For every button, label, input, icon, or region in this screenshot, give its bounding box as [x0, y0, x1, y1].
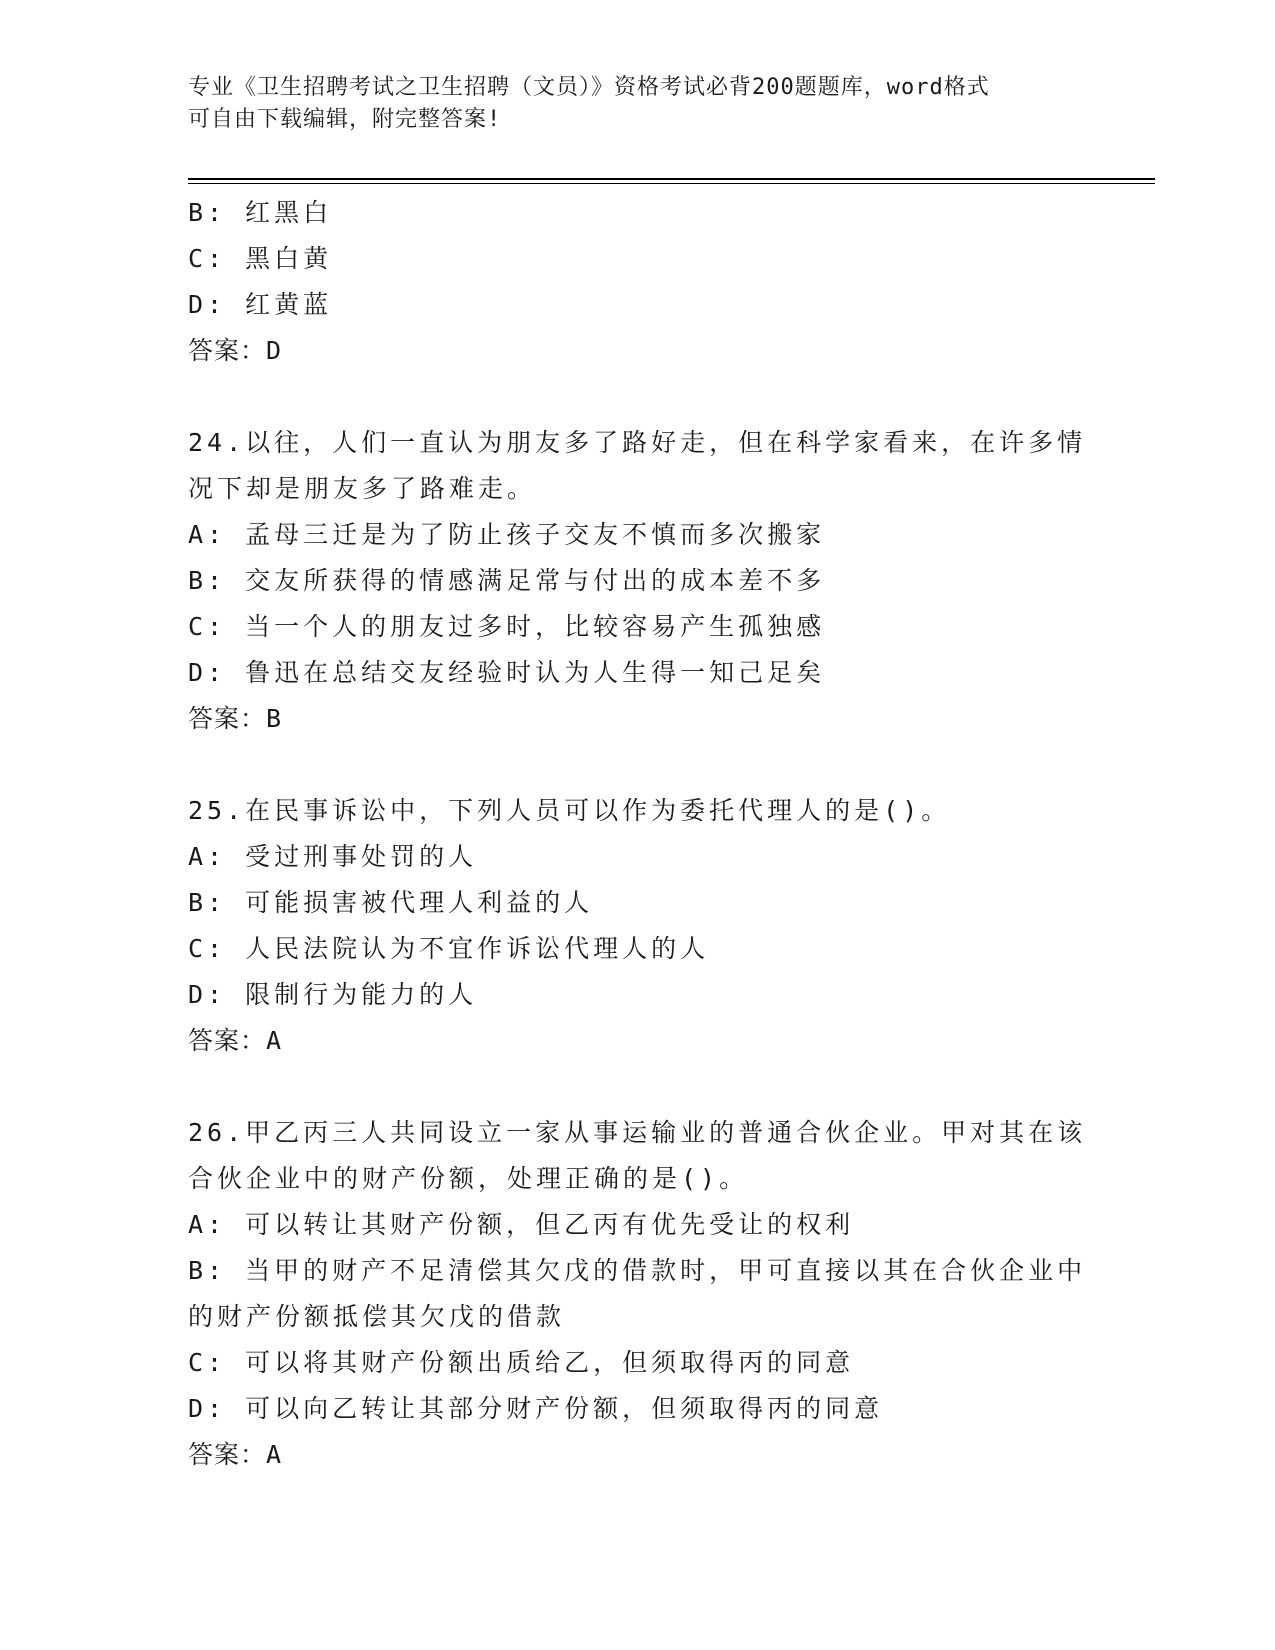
answer-value: A	[266, 1440, 283, 1469]
answer-value: B	[266, 704, 283, 733]
answer-label: 答案：	[188, 336, 267, 365]
answer-value: A	[266, 1026, 283, 1055]
header-line-2: 可自由下载编辑，附完整答案!	[188, 107, 502, 132]
answer-line	[188, 1432, 1088, 1478]
option-b: B: 可能损害被代理人利益的人	[188, 888, 594, 917]
question-stem-line: 24.以往，人们一直认为朋友多了路好走，但在科学家看来，在许多情	[188, 428, 1087, 457]
option-a: A: 孟母三迁是为了防止孩子交友不慎而多次搬家	[188, 520, 826, 549]
answer-line	[188, 328, 1088, 374]
question-23-fragment	[188, 190, 1088, 374]
option-d: D: 限制行为能力的人	[188, 980, 478, 1009]
question-stem-line: 25.在民事诉讼中，下列人员可以作为委托代理人的是()。	[188, 796, 951, 825]
option-d: D: 可以向乙转让其部分财产份额，但须取得丙的同意	[188, 1394, 884, 1423]
option-c: C: 人民法院认为不宜作诉讼代理人的人	[188, 934, 710, 963]
option-d: D: 鲁迅在总结交友经验时认为人生得一知己足矣	[188, 658, 826, 687]
header-rule-thick	[188, 178, 1155, 180]
header-rule-thin	[188, 183, 1155, 184]
question-stem-line: 合伙企业中的财产份额，处理正确的是()。	[188, 1164, 749, 1193]
option-a: A: 受过刑事处罚的人	[188, 842, 478, 871]
question-stem-line: 26.甲乙丙三人共同设立一家从事运输业的普通合伙企业。甲对其在该	[188, 1118, 1087, 1147]
answer-label: 答案：	[188, 1026, 267, 1055]
header-line-1: 专业《卫生招聘考试之卫生招聘（文员）》资格考试必背200题题库，word格式	[188, 75, 990, 100]
question-24	[188, 420, 1088, 742]
question-gap	[188, 1064, 1088, 1110]
answer-label: 答案：	[188, 704, 267, 733]
document-header	[188, 72, 1088, 136]
option-c: C: 黑白黄	[188, 244, 333, 273]
option-c: C: 可以将其财产份额出质给乙，但须取得丙的同意	[188, 1348, 855, 1377]
option-b: B: 交友所获得的情感满足常与付出的成本差不多	[188, 566, 826, 595]
option-b: B: 当甲的财产不足清偿其欠戊的借款时，甲可直接以其在合伙企业中	[188, 1256, 1087, 1285]
option-a: A: 可以转让其财产份额，但乙丙有优先受让的权利	[188, 1210, 855, 1239]
answer-value: D	[266, 336, 283, 365]
option-b-continued: 的财产份额抵偿其欠戊的借款	[188, 1302, 566, 1331]
question-gap	[188, 742, 1088, 788]
question-26	[188, 1110, 1088, 1478]
question-25	[188, 788, 1088, 1064]
question-list	[188, 190, 1088, 1478]
option-d: D: 红黄蓝	[188, 290, 333, 319]
question-gap	[188, 374, 1088, 420]
answer-label: 答案：	[188, 1440, 267, 1469]
question-stem-line: 况下却是朋友多了路难走。	[188, 474, 537, 503]
answer-line	[188, 696, 1088, 742]
option-b: B: 红黑白	[188, 198, 333, 227]
option-c: C: 当一个人的朋友过多时，比较容易产生孤独感	[188, 612, 826, 641]
answer-line	[188, 1018, 1088, 1064]
